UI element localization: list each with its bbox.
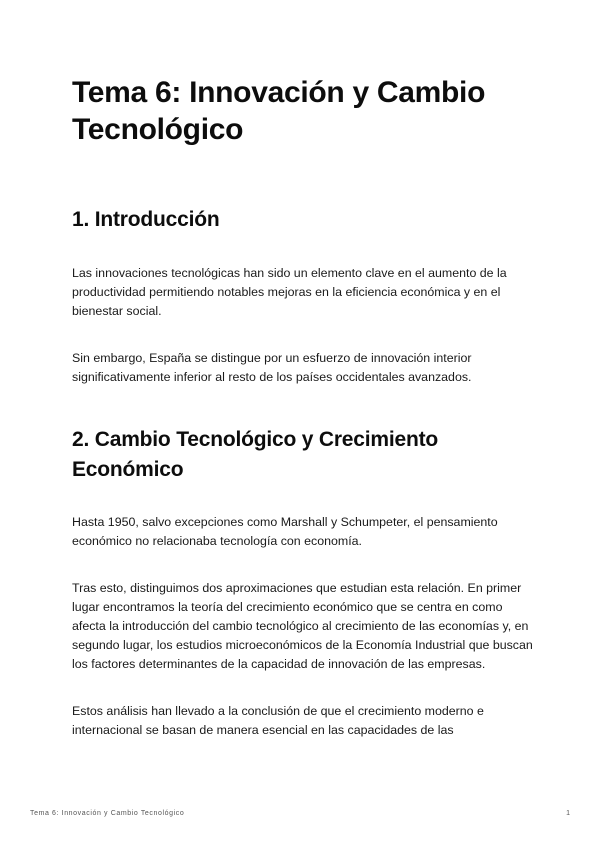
paragraph: Tras esto, distinguimos dos aproximaciones que estudian esta relación. En primer lugar encontramos la teoría del crecimiento económico que se centra en como afecta la introducción del cambio tecnológico al crecimiento de las economías y, en segundo lugar, los estudios microeconómicos de la Economía Industrial que buscan los factores determinantes de la capacidad de innovación de las empresas. [72,581,533,671]
page-title: Tema 6: Innovación y Cambio Tecnológico [72,76,486,146]
paragraph: Estos análisis han llevado a la conclusión de que el crecimiento moderno e internacional se basan de manera esencial en las capacidades de las [72,704,484,737]
paragraph: Hasta 1950, salvo excepciones como Marshall y Schumpeter, el pensamiento económico no relacionaba tecnología con economía. [72,515,498,548]
section-heading-introduccion: 1. Introducción [72,208,220,231]
page-content [72,74,534,740]
footer-document-title: Tema 6: Innovación y Cambio Tecnológico [30,810,185,817]
paragraph: Las innovaciones tecnológicas han sido un elemento clave en el aumento de la productividad permitiendo notables mejoras en la eficiencia económica y en el bienestar social. [72,266,507,318]
footer-page-number: 1 [566,810,570,817]
section-heading-cambio-tecnologico: 2. Cambio Tecnológico y Crecimiento Económico [72,428,439,481]
paragraph: Sin embargo, España se distingue por un esfuerzo de innovación interior significativamente inferior al resto de los países occidentales avanzados. [72,351,472,384]
